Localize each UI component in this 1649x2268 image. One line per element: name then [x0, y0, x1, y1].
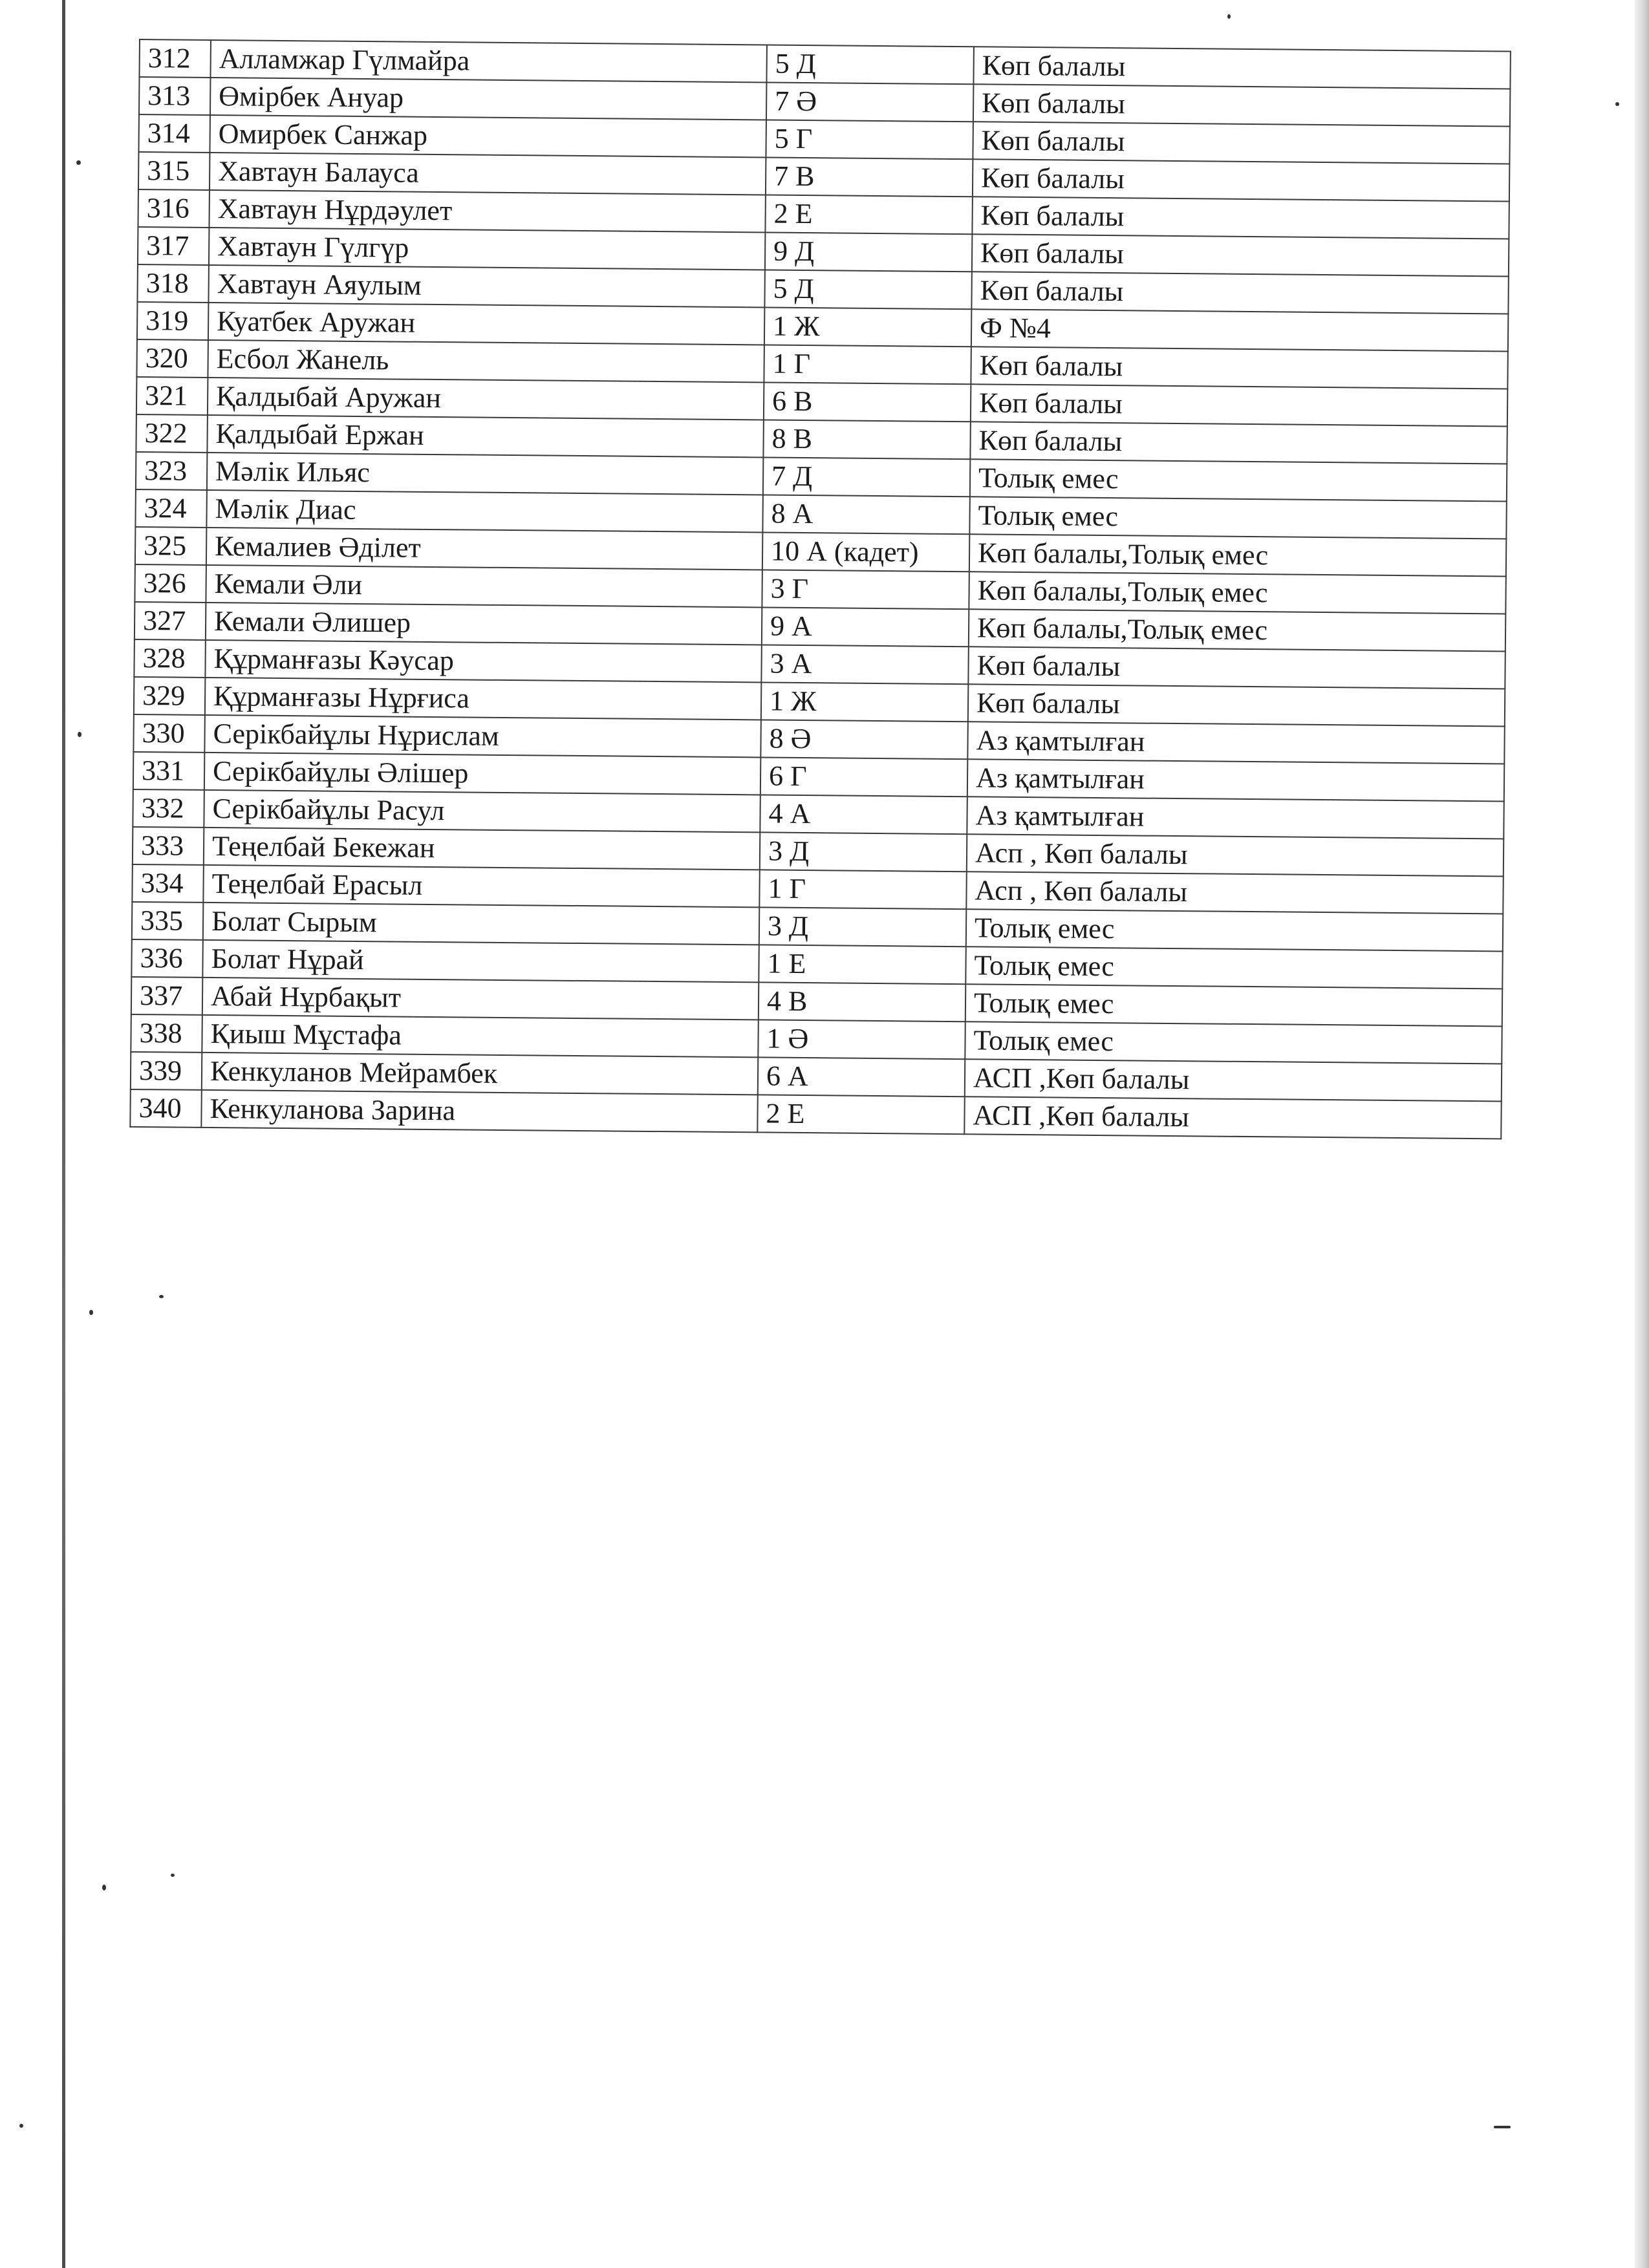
class-grade: 5 Г [766, 120, 973, 159]
row-number: 332 [133, 789, 204, 828]
row-number: 321 [136, 377, 208, 415]
scan-speck [171, 1874, 175, 1877]
family-status: АСП ,Көп балалы [964, 1097, 1501, 1139]
scan-speck [78, 732, 81, 737]
row-number: 319 [137, 302, 209, 340]
student-name: Құрманғазы Нұрғиса [205, 678, 761, 720]
scan-speck [1227, 14, 1231, 19]
student-name: Мәлік Ильяс [207, 453, 763, 495]
row-number: 329 [134, 677, 206, 715]
student-name: Теңелбай Ерасыл [203, 865, 759, 908]
row-number: 314 [138, 114, 210, 153]
scan-speck [1494, 2126, 1511, 2128]
family-status: Көп балалы [971, 272, 1508, 314]
class-grade: 9 Д [765, 232, 972, 272]
family-status: Көп балалы,Толық емес [969, 609, 1505, 651]
student-name: Кенкуланов Мейрамбек [202, 1053, 758, 1095]
class-grade: 10 А (кадет) [762, 532, 969, 572]
family-status: Көп балалы [972, 197, 1509, 239]
family-status: Көп балалы [971, 347, 1507, 389]
family-status: Көп балалы [973, 47, 1510, 89]
row-number: 338 [131, 1014, 202, 1053]
family-status: Көп балалы [973, 122, 1509, 164]
scan-speck [102, 1885, 106, 1890]
family-status: Аз қамтылған [967, 759, 1504, 801]
class-grade: 1 Е [759, 945, 965, 984]
class-grade: 9 А [762, 607, 969, 647]
class-grade: 2 Е [757, 1095, 964, 1134]
row-number: 317 [138, 227, 210, 265]
student-name: Кенкуланова Зарина [201, 1090, 757, 1133]
scan-speck [89, 1310, 93, 1315]
class-grade: 4 В [759, 982, 965, 1022]
class-grade: 4 А [760, 795, 967, 834]
row-number: 330 [133, 714, 205, 753]
student-name: Хавтаун Аяулым [208, 265, 764, 308]
student-name: Кемалиев Әділет [206, 528, 762, 570]
student-name: Серікбайұлы Нұрислам [204, 715, 760, 758]
class-grade: 7 Д [763, 457, 970, 497]
family-status: Көп балалы,Толық емес [969, 534, 1506, 576]
student-name: Хавтаун Гүлгүр [209, 228, 765, 270]
student-name: Қалдыбай Ержан [207, 415, 763, 458]
student-name: Хавтаун Балауса [210, 153, 766, 195]
row-number: 315 [138, 152, 210, 190]
class-grade: 8 В [763, 420, 970, 459]
student-name: Құрманғазы Кәусар [205, 640, 761, 683]
family-status: Толық емес [970, 459, 1507, 501]
class-grade: 7 Ә [766, 82, 973, 122]
class-grade: 3 Д [760, 832, 967, 872]
student-name: Өмірбек Ануар [210, 78, 766, 120]
family-status: Көп балалы [968, 684, 1505, 726]
family-status: Асп , Көп балалы [967, 834, 1503, 876]
family-status: Аз қамтылған [967, 797, 1503, 839]
family-status: Көп балалы,Толық емес [969, 572, 1505, 614]
family-status: Толық емес [965, 984, 1502, 1026]
scan-right-edge [1635, 0, 1649, 2268]
row-number: 325 [135, 527, 207, 565]
student-name: Серікбайұлы Әлішер [204, 753, 760, 795]
class-grade: 3 А [761, 645, 968, 684]
family-status: Аз қамтылған [967, 722, 1504, 764]
class-grade: 8 А [762, 495, 969, 534]
class-grade: 6 А [758, 1057, 965, 1097]
student-name: Қалдыбай Аружан [208, 378, 764, 420]
scan-speck [159, 1295, 164, 1298]
family-status: Көп балалы [972, 234, 1509, 276]
row-number: 334 [132, 864, 204, 903]
class-grade: 2 Е [765, 195, 972, 234]
family-status: Толық емес [965, 947, 1502, 989]
row-number: 318 [137, 264, 209, 303]
student-name: Болат Нұрай [202, 940, 759, 983]
class-grade: 3 Д [759, 907, 966, 947]
class-grade: 1 Ж [761, 682, 968, 722]
student-name: Кемали Әли [206, 565, 762, 608]
row-number: 333 [133, 827, 204, 865]
student-name: Хавтаун Нұрдәулет [209, 190, 765, 233]
class-grade: 8 Ә [760, 720, 967, 759]
student-name: Болат Сырым [203, 903, 759, 945]
student-table [129, 39, 1511, 1139]
row-number: 340 [130, 1089, 202, 1128]
scan-speck [76, 160, 81, 165]
row-number: 331 [133, 752, 205, 790]
scan-speck [19, 2124, 23, 2128]
student-name: Куатбек Аружан [208, 303, 764, 345]
table-body [130, 39, 1511, 1139]
family-status: Толық емес [966, 909, 1503, 951]
family-status: Асп , Көп балалы [966, 872, 1503, 914]
row-number: 324 [135, 489, 207, 528]
row-number: 322 [136, 414, 208, 453]
student-name: Алламжар Гүлмайра [210, 40, 766, 83]
family-status: Толық емес [969, 497, 1506, 539]
family-status: АСП ,Көп балалы [965, 1059, 1502, 1101]
student-name: Мәлік Диас [206, 490, 762, 533]
family-status: Көп балалы [970, 422, 1507, 464]
student-name: Қиыш Мұстафа [202, 1015, 758, 1058]
class-grade: 5 Д [766, 45, 973, 84]
student-name: Абай Нұрбақыт [202, 978, 759, 1020]
row-number: 337 [131, 977, 203, 1015]
row-number: 313 [139, 77, 211, 115]
class-grade: 6 Г [760, 757, 967, 797]
row-number: 327 [135, 602, 206, 640]
row-number: 312 [139, 39, 211, 78]
row-number: 326 [135, 564, 206, 603]
class-grade: 1 Г [759, 870, 966, 909]
scan-left-edge [62, 0, 65, 2268]
student-name: Теңелбай Бекежан [204, 828, 760, 870]
class-grade: 1 Ж [764, 307, 971, 347]
class-grade: 6 В [764, 382, 971, 422]
family-status: Көп балалы [973, 84, 1510, 126]
family-status: Көп балалы [968, 647, 1505, 689]
family-status: Ф №4 [971, 309, 1508, 351]
class-grade: 7 В [766, 157, 973, 197]
scan-speck [1615, 102, 1619, 106]
row-number: 323 [136, 452, 208, 490]
row-number: 320 [136, 339, 208, 378]
class-grade: 3 Г [762, 570, 969, 609]
student-name: Серікбайұлы Расул [204, 790, 760, 833]
row-number: 336 [131, 939, 203, 978]
student-name: Кемали Әлишер [206, 603, 762, 645]
student-name: Есбол Жанель [208, 340, 764, 383]
family-status: Көп балалы [971, 384, 1507, 426]
family-status: Толық емес [965, 1022, 1502, 1064]
row-number: 335 [132, 902, 204, 940]
family-status: Көп балалы [973, 159, 1509, 201]
class-grade: 1 Ә [758, 1020, 965, 1059]
student-name: Омирбек Санжар [210, 115, 766, 158]
class-grade: 1 Г [764, 345, 971, 384]
row-number: 316 [138, 189, 210, 228]
row-number: 339 [131, 1052, 202, 1090]
class-grade: 5 Д [764, 270, 971, 309]
row-number: 328 [134, 639, 206, 678]
